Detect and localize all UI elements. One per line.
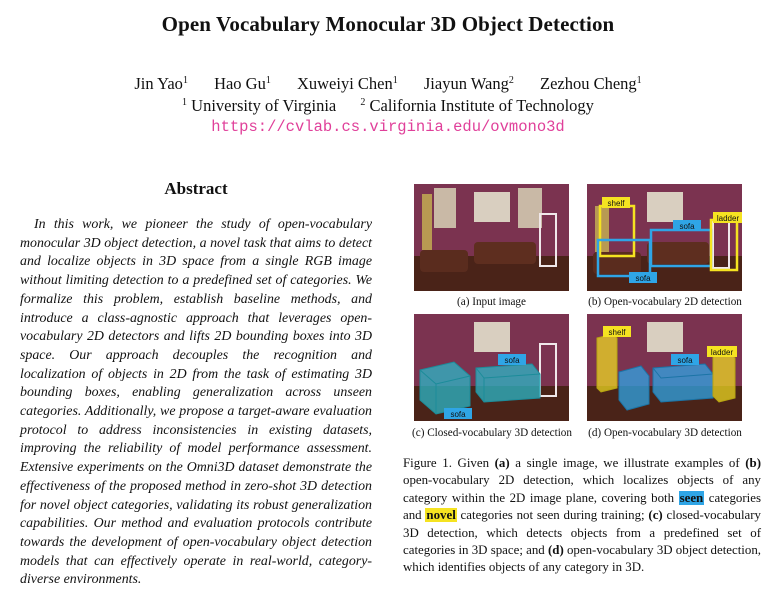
panel-c-caption: (c) Closed-vocabulary 3D detection — [412, 427, 572, 439]
label-shelf: shelf — [608, 328, 626, 337]
panel-a-caption: (a) Input image — [457, 296, 526, 308]
project-url-link[interactable]: https://cvlab.cs.virginia.edu/ovmono3d — [211, 118, 565, 136]
label-ladder: ladder — [710, 348, 734, 357]
label-sofa: sofa — [679, 222, 695, 231]
affiliation: $^1$ University of Virginia — [182, 96, 337, 115]
label-sofa: sofa — [450, 410, 466, 419]
panel-d-caption: (d) Open-vocabulary 3D detection — [588, 427, 742, 439]
figure-panel-open-3d — [587, 314, 742, 421]
label-shelf: shelf — [607, 199, 625, 208]
figure-panel-input-image — [414, 184, 569, 291]
label-sofa: sofa — [677, 356, 693, 365]
novel-highlight: novel — [426, 508, 456, 523]
panel-b-caption: (b) Open-vocabulary 2D detection — [588, 296, 742, 308]
author: Hao Gu$^1$ — [214, 74, 271, 93]
author: Jiayun Wang$^2$ — [423, 74, 514, 93]
affiliation-list — [0, 96, 776, 116]
label-sofa: sofa — [504, 356, 520, 365]
figure-panel-2d-detection — [587, 184, 742, 291]
abstract-text: In this work, we pioneer the study of open-vocabulary monocular 3D object detection, a novel task that aims to detect and localize objects in 3D space from a single RGB image without limiting detection to a predefined set of categories. We formalize this problem, establish baseline methods, and introduce a class-agnostic approach that leverages open-vocabulary 2D detectors and lifts 2D bounding boxes into 3D space. Our approach decouples the recognition and localization of objects in 2D from the task of estimating 3D bounding boxes, enabling generalization across unseen categories. Additionally, we propose a target-aware evaluation protocol to address inconsistencies in existing datasets, improving the reliability of model performance assessment. Extensive experiments on the Omni3D dataset demonstrate the effectiveness of the proposed method in zero-shot 3D detection for novel object categories, validating its robust generalization capabilities. Our method and evaluation protocols contribute towards the development of open-vocabulary object detection models that can effectively operate in real-world, category-diverse environments. — [20, 217, 372, 588]
figure-panel-closed-3d — [414, 314, 569, 421]
label-sofa: sofa — [635, 274, 651, 283]
author: Jin Yao$^1$ — [134, 74, 188, 93]
figure-caption: Figure 1. Given (a) a single image, we illustrate examples of (b) open-vocabulary 2D detection, which localizes objects of any category within the 2D image plane, covering both seen categories and novel categories not seen during training; (c) closed-vocabulary 3D detection, which detects objects from a predefined set of categories in 3D space; and (d) open-vocabulary 3D object detection, which identifies objects of any category in 3D. — [403, 456, 762, 575]
abstract-heading: Abstract — [164, 179, 228, 198]
label-ladder: ladder — [716, 214, 740, 223]
paper-title: Open Vocabulary Monocular 3D Object Detection — [161, 12, 615, 36]
author: Zezhou Cheng$^1$ — [539, 74, 642, 93]
seen-highlight: seen — [679, 490, 704, 505]
affiliation: $^2$ California Institute of Technology — [360, 96, 594, 115]
author: Xuweiyi Chen$^1$ — [296, 74, 398, 93]
author-list — [0, 74, 776, 94]
